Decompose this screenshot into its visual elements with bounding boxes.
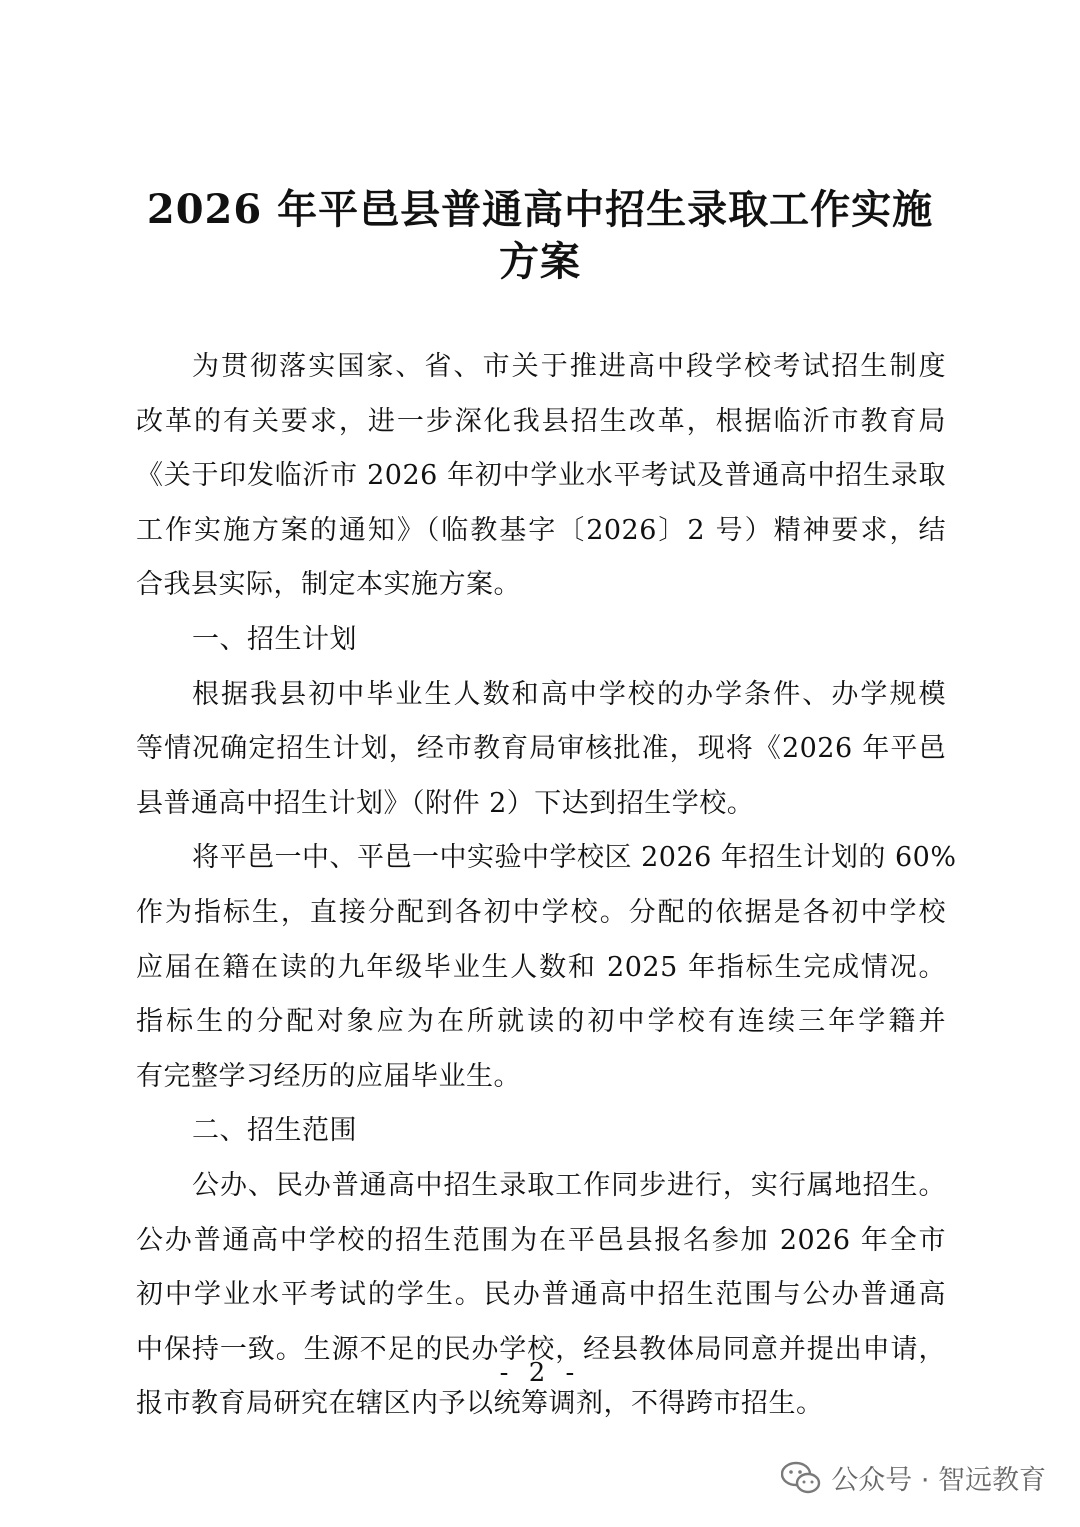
paragraph-line: 根据我县初中毕业生人数和高中学校的办学条件、办学规模 [192,678,946,710]
paragraph-line: 中保持一致。生源不足的民办学校，经县教体局同意并提出申请， [136,1333,946,1365]
paragraph-line: 公办普通高中学校的招生范围为在平邑县报名参加 2026 年全市 [136,1224,946,1256]
paragraph-line: 有完整学习经历的应届毕业生。 [136,1060,521,1092]
intro-line: 为贯彻落实国家、省、市关于推进高中段学校考试招生制度 [192,351,946,382]
paragraph-line: 等情况确定招生计划，经市教育局审核批准，现将《2026 年平邑 [136,733,946,765]
document-body [136,340,957,1432]
page-number: - 2 - [499,1358,581,1388]
document-title-line-1: 2026 年平邑县普通高中招生录取工作实施 [146,186,934,233]
paragraph-line: 指标生的分配对象应为在所就读的初中学校有连续三年学籍并 [136,1006,946,1038]
document-title-line-2: 方案 [499,238,581,285]
paragraph-line: 将平邑一中、平邑一中实验中学校区 2026 年招生计划的 60% [192,842,957,874]
intro-line: 《关于印发临沂市 2026 年初中学业水平考试及普通高中招生录取 [136,460,946,492]
wechat-icon [781,1461,821,1495]
intro-line: 合我县实际，制定本实施方案。 [136,569,521,601]
paragraph-line: 应届在籍在读的九年级毕业生人数和 2025 年指标生完成情况。 [136,951,946,983]
paragraph-line: 作为指标生，直接分配到各初中学校。分配的依据是各初中学校 [136,896,946,928]
section-heading-enrollment-scope: 二、招生范围 [192,1115,357,1147]
intro-line: 改革的有关要求，进一步深化我县招生改革，根据临沂市教育局 [136,405,946,437]
watermark-text: 公众号 · 智远教育 [831,1465,1046,1496]
watermark [781,1458,1046,1497]
intro-line: 工作实施方案的通知》（临教基字〔2026〕2 号）精神要求，结 [136,514,946,546]
paragraph-line: 初中学业水平考试的学生。民办普通高中招生范围与公办普通高 [136,1279,946,1311]
paragraph-line: 报市教育局研究在辖区内予以统筹调剂，不得跨市招生。 [136,1388,824,1420]
paragraph-line: 公办、民办普通高中招生录取工作同步进行，实行属地招生。 [192,1169,946,1201]
paragraph-line: 县普通高中招生计划》（附件 2）下达到招生学校。 [136,787,755,819]
section-heading-enrollment-plan: 一、招生计划 [192,623,357,655]
